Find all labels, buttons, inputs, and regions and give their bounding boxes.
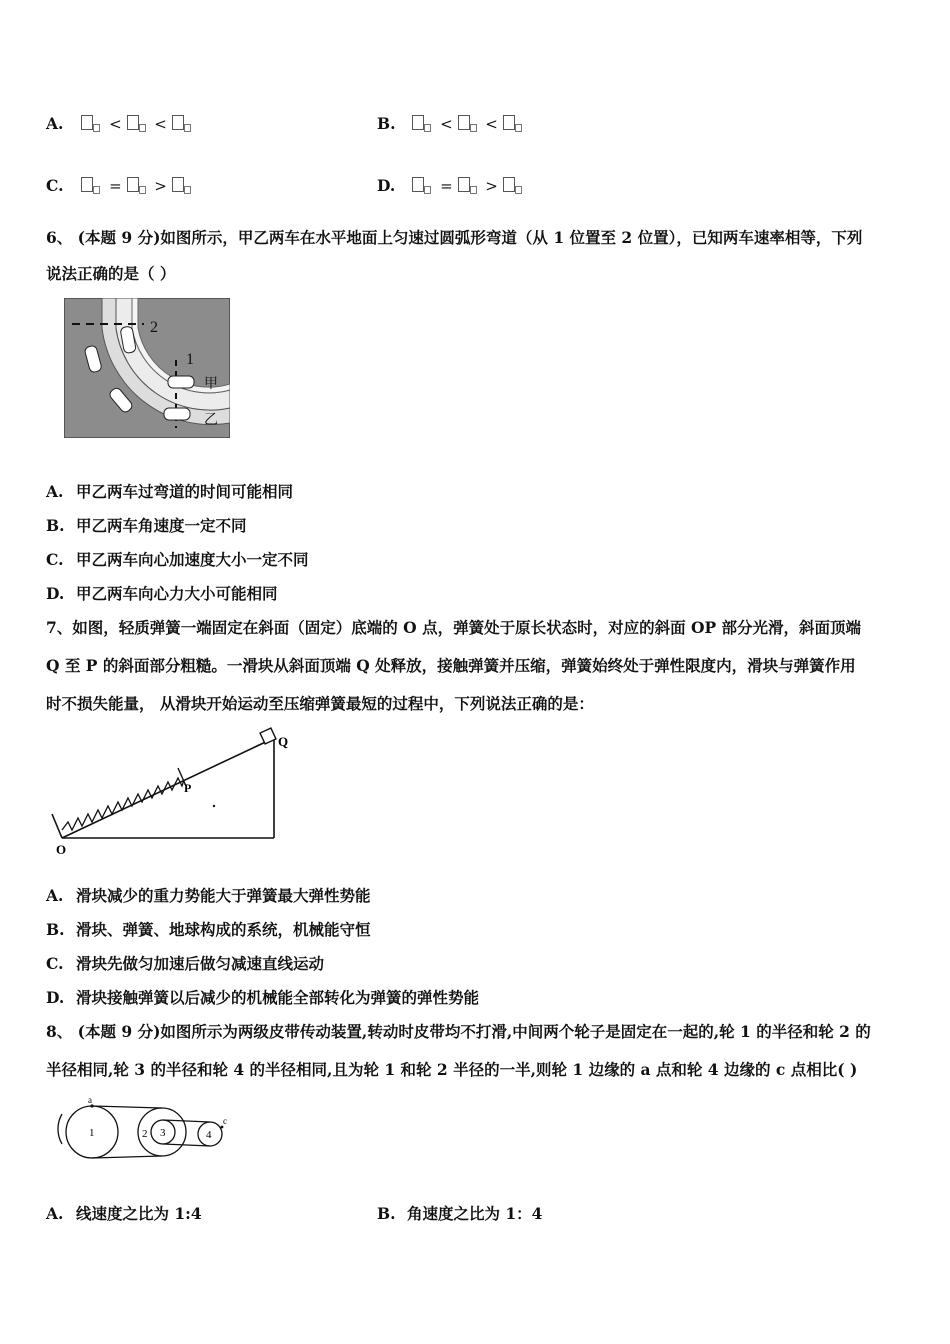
q8-figure-belt-drive xyxy=(50,1094,240,1166)
q7-option-c xyxy=(46,954,324,974)
q8-stem-line-2: 半径相同,轮 3 的半径和轮 4 的半径相同,且为轮 1 和轮 2 半径的一半,则轮 1 边缘的 a 点和轮 4 边缘的 c 点相比( ) xyxy=(46,1060,858,1079)
q6-option-a-label: A. xyxy=(46,482,64,501)
q7-option-d xyxy=(46,988,479,1008)
q8-option-a-label: A. xyxy=(46,1204,64,1223)
q6-stem-line-2: 说法正确的是（ ） xyxy=(46,264,176,283)
q7-stem-line-3: 时不损失能量， 从滑块开始运动至压缩弹簧最短的过程中，下列说法正确的是： xyxy=(46,694,594,713)
q7-option-a xyxy=(46,886,371,906)
q8-stem-line-1: 8、 (本题 9 分)如图所示为两级皮带传动装置,转动时皮带均不打滑,中间两个轮子是固定在一起的,轮 1 的半径和轮 2 的 xyxy=(46,1022,871,1041)
q7-option-d-text: 滑块接触弹簧以后减少的机械能全部转化为弹簧的弹性势能 xyxy=(76,988,480,1007)
q7-option-b-text: 滑块、弹簧、地球构成的系统，机械能守恒 xyxy=(76,920,371,939)
q6-stem-line-1: 6、 (本题 9 分)如图所示，甲乙两车在水平地面上匀速过圆弧形弯道（从 1 位置至 2 位置），已知两车速率相等，下列 xyxy=(46,228,863,247)
car-icon xyxy=(164,408,190,420)
q6-option-a xyxy=(46,482,293,502)
q7-option-c-label: C. xyxy=(46,954,64,973)
q7-figure-label-q: Q xyxy=(278,734,289,749)
q6-option-b-text: 甲乙两车角速度一定不同 xyxy=(76,516,247,535)
car-icon xyxy=(168,376,194,388)
q5-option-a xyxy=(46,114,195,134)
q5-option-d-math: = > xyxy=(412,177,525,195)
q5-option-b-label: B. xyxy=(377,114,396,133)
q6-option-d xyxy=(46,584,278,604)
q6-option-c-label: C. xyxy=(46,550,64,569)
q8-option-b-text: 角速度之比为 1：4 xyxy=(407,1204,543,1223)
q5-option-c-label: C. xyxy=(46,176,64,195)
q6-figure-label-2: 2 xyxy=(150,319,158,336)
q6-figure-curved-road xyxy=(64,298,230,438)
q7-option-c-text: 滑块先做匀加速后做匀减速直线运动 xyxy=(76,954,325,973)
q7-stem-line-1: 7、如图，轻质弹簧一端固定在斜面（固定）底端的 O 点，弹簧处于原长状态时，对应的斜面 OP 部分光滑，斜面顶端 xyxy=(46,618,862,637)
q6-option-d-label: D. xyxy=(46,584,65,603)
q6-option-c xyxy=(46,550,309,570)
q5-option-a-label: A. xyxy=(46,114,64,133)
q8-option-a-text: 线速度之比为 1:4 xyxy=(76,1204,202,1223)
q8-figure-label-a: a xyxy=(88,1095,92,1105)
q5-option-a-math: < < xyxy=(81,115,194,133)
q7-stem-line-2: Q 至 P 的斜面部分粗糙。一滑块从斜面顶端 Q 处释放，接触弹簧并压缩，弹簧始终处于弹性限度内，滑块与弹簧作用 xyxy=(46,656,856,675)
q7-option-d-label: D. xyxy=(46,988,65,1007)
q7-option-b xyxy=(46,920,371,940)
q6-figure-label-1: 1 xyxy=(186,351,194,368)
q8-figure-label-c: c xyxy=(223,1116,227,1126)
q6-figure-label-yi: 乙 xyxy=(204,412,218,428)
q8-figure-wheel-2: 2 xyxy=(142,1128,148,1140)
q5-option-d-label: D. xyxy=(377,176,396,195)
q8-figure-wheel-4: 4 xyxy=(206,1129,212,1141)
q8-option-b-label: B. xyxy=(377,1204,396,1223)
q6-option-b xyxy=(46,516,247,536)
q6-option-d-text: 甲乙两车向心力大小可能相同 xyxy=(76,584,278,603)
q7-option-a-text: 滑块减少的重力势能大于弹簧最大弹性势能 xyxy=(76,886,371,905)
q5-option-c xyxy=(46,176,195,196)
q8-figure-wheel-3: 3 xyxy=(160,1127,166,1139)
q7-figure-label-p: P xyxy=(184,781,192,795)
q6-option-b-label: B. xyxy=(46,516,65,535)
q7-figure-incline-spring xyxy=(44,726,294,856)
q6-option-c-text: 甲乙两车向心加速度大小一定不同 xyxy=(76,550,309,569)
q7-figure-label-o: O xyxy=(56,842,67,856)
q5-option-b xyxy=(377,114,526,134)
q7-option-a-label: A. xyxy=(46,886,64,905)
q8-figure-wheel-1: 1 xyxy=(89,1127,95,1139)
q7-option-b-label: B. xyxy=(46,920,65,939)
q8-option-b xyxy=(377,1204,542,1224)
q6-option-a-text: 甲乙两车过弯道的时间可能相同 xyxy=(76,482,294,501)
q6-figure-label-jia: 甲 xyxy=(204,376,218,392)
q8-option-a xyxy=(46,1204,202,1224)
q5-option-d xyxy=(377,176,526,196)
q5-option-c-math: = > xyxy=(81,177,194,195)
q5-option-b-math: < < xyxy=(412,115,525,133)
